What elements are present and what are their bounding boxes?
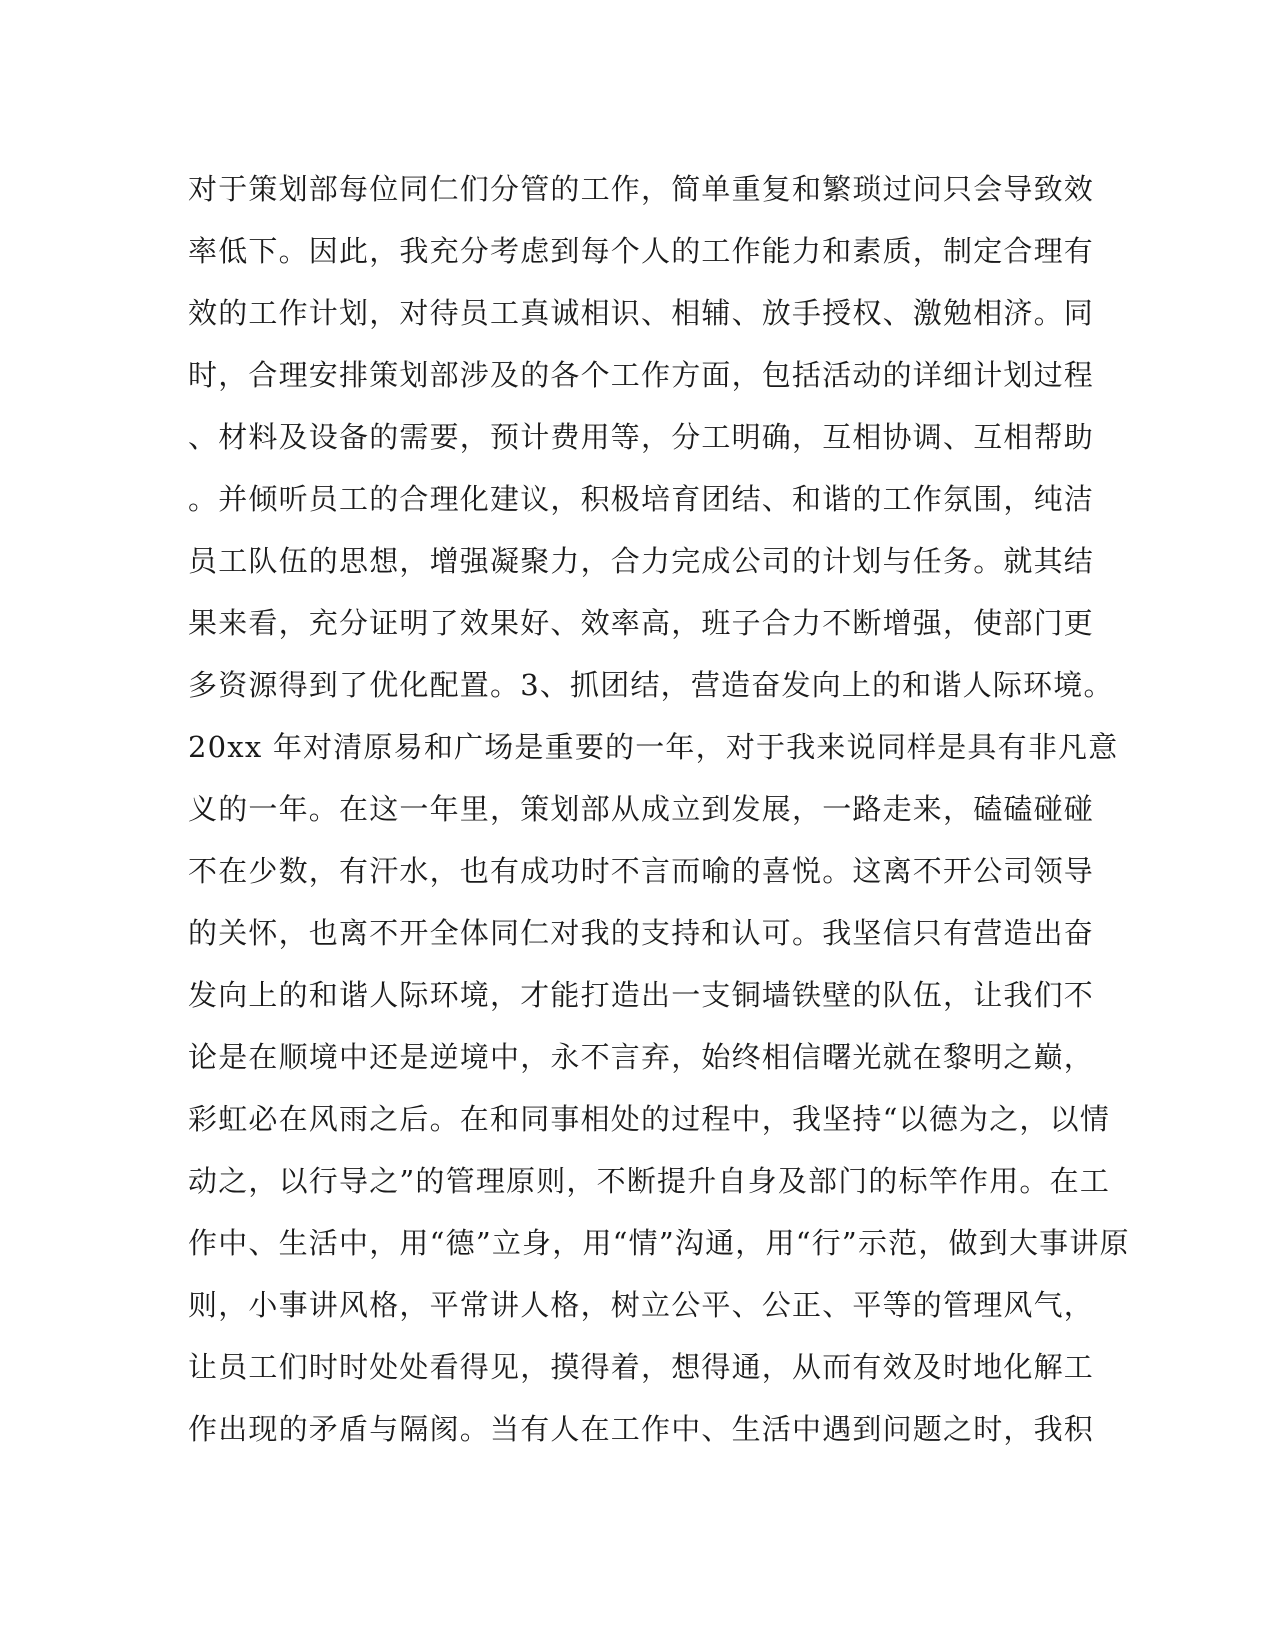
text-line: 率低下。因此，我充分考虑到每个人的工作能力和素质，制定合理有 [188,234,1095,268]
text-line: 作出现的矛盾与隔阂。当有人在工作中、生活中遇到问题之时，我积 [188,1412,1095,1446]
text-line: 对于策划部每位同仁们分管的工作，简单重复和繁琐过问只会导致效 [188,172,1095,206]
text-line: 的关怀，也离不开全体同仁对我的支持和认可。我坚信只有营造出奋 [188,916,1095,950]
text-line: 时，合理安排策划部涉及的各个工作方面，包括活动的详细计划过程 [188,358,1095,392]
text-line: 则，小事讲风格，平常讲人格，树立公平、公正、平等的管理风气， [188,1288,1095,1322]
text-line: 义的一年。在这一年里，策划部从成立到发展，一路走来，磕磕碰碰 [188,792,1095,826]
text-line: 果来看，充分证明了效果好、效率高，班子合力不断增强，使部门更 [188,606,1095,640]
text-line: 、材料及设备的需要，预计费用等，分工明确，互相协调、互相帮助 [188,420,1095,454]
text-line: 多资源得到了优化配置。3、抓团结，营造奋发向上的和谐人际环境。 [188,668,1114,702]
body-text [188,158,1130,1460]
text-line: 让员工们时时处处看得见，摸得着，想得通，从而有效及时地化解工 [188,1350,1095,1384]
text-line: 。并倾听员工的合理化建议，积极培育团结、和谐的工作氛围，纯洁 [188,482,1095,516]
text-line: 20xx 年对清原易和广场是重要的一年，对于我来说同样是具有非凡意 [188,730,1119,764]
text-line: 不在少数，有汗水，也有成功时不言而喻的喜悦。这离不开公司领导 [188,854,1095,888]
text-line: 作中、生活中，用“德”立身，用“情”沟通，用“行”示范，做到大事讲原 [188,1226,1130,1260]
text-line: 员工队伍的思想，增强凝聚力，合力完成公司的计划与任务。就其结 [188,544,1095,578]
text-line: 论是在顺境中还是逆境中，永不言弃，始终相信曙光就在黎明之巅， [188,1040,1095,1074]
text-line: 效的工作计划，对待员工真诚相识、相辅、放手授权、激勉相济。同 [188,296,1095,330]
text-line: 彩虹必在风雨之后。在和同事相处的过程中，我坚持“以德为之，以情 [188,1102,1111,1136]
text-line: 动之，以行导之”的管理原则，不断提升自身及部门的标竿作用。在工 [188,1164,1111,1198]
text-line: 发向上的和谐人际环境，才能打造出一支铜墙铁壁的队伍，让我们不 [188,978,1095,1012]
